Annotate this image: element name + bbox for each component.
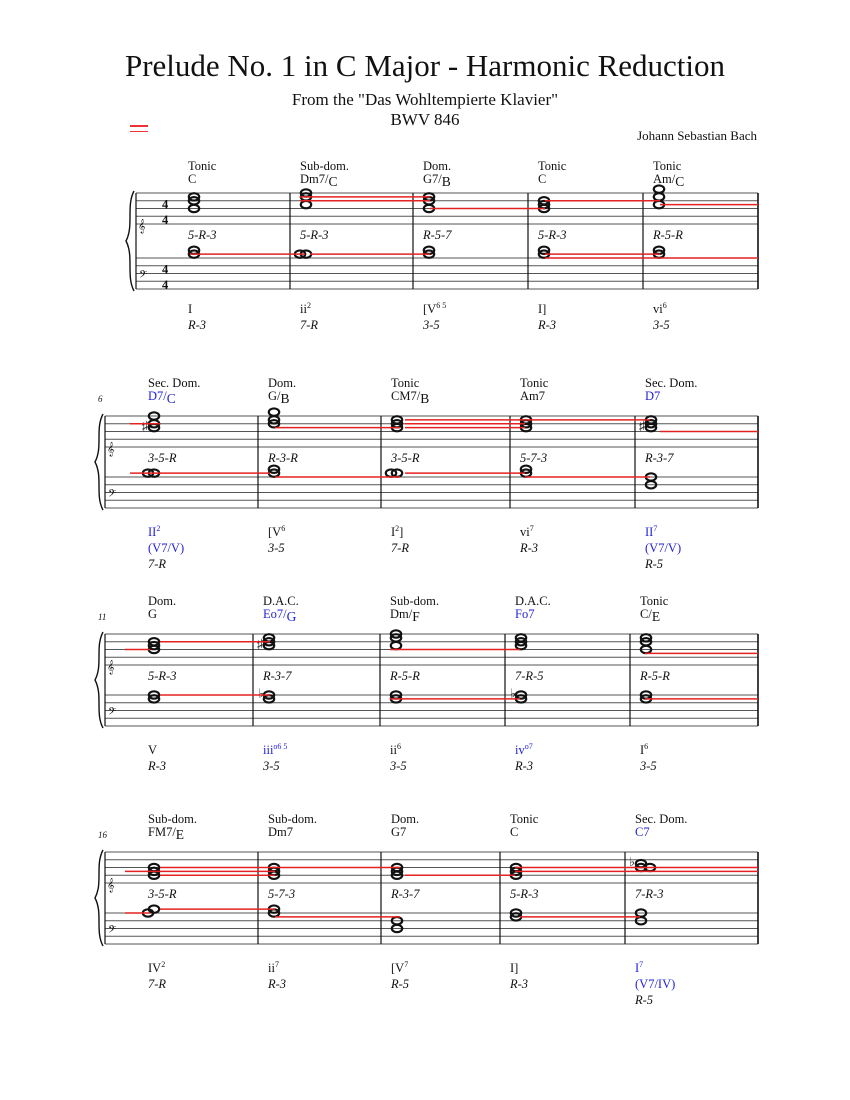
figured-bass: 6 — [662, 301, 667, 310]
accidental-icon: ♭ — [629, 854, 635, 869]
brace-icon — [95, 414, 103, 510]
score-subtitle: From the "Das Wohltempierte Klavier" — [291, 90, 559, 109]
function-label: Tonic — [510, 812, 539, 826]
figured-bass: 6 5 — [436, 301, 447, 310]
system-1 — [126, 159, 758, 332]
voicing-upper: 5-R-3 — [148, 669, 177, 683]
voicing-upper: R-3-7 — [263, 669, 292, 683]
brace-icon — [126, 191, 134, 291]
voicing-lower: R-3 — [510, 977, 529, 991]
accidental-icon: ♭ — [510, 686, 516, 701]
voicing-upper: 7-R-3 — [635, 887, 664, 901]
voicing-upper: R-3-7 — [391, 887, 420, 901]
applied-dominant: (V7/IV) — [635, 977, 676, 991]
chord-symbol: Dm7 — [268, 825, 293, 839]
function-label: Dom. — [391, 812, 420, 826]
function-label: Sec. Dom. — [645, 376, 698, 390]
function-label: Sub-dom. — [300, 159, 349, 173]
composer: Johann Sebastian Bach — [637, 128, 757, 143]
measure — [652, 159, 684, 332]
function-label: Tonic — [538, 159, 567, 173]
measure — [389, 594, 439, 773]
voicing-lower: 7-R — [391, 541, 410, 555]
chord-symbol: G/B — [268, 389, 290, 406]
system-3 — [95, 594, 758, 773]
roman-numeral: I] — [538, 302, 547, 316]
chord-symbol: FM7/E — [148, 825, 185, 842]
measure — [147, 594, 176, 773]
figured-bass: 7 — [653, 524, 658, 533]
measure-number: 16 — [98, 830, 107, 840]
measure — [257, 594, 299, 773]
voicing-upper: R-3-R — [268, 451, 298, 465]
roman-numeral: $vi^7$ — [520, 524, 534, 539]
roman-numeral: $ii^2$ — [300, 301, 311, 316]
chord-symbol: D7/C — [148, 389, 176, 406]
voicing-lower: R-3 — [148, 759, 167, 773]
measure — [267, 376, 298, 555]
notehead — [269, 408, 279, 415]
voicing-upper: R-3-7 — [645, 451, 674, 465]
voicing-lower: 3-5 — [653, 318, 670, 332]
chord-symbol: C — [188, 172, 197, 186]
chord-symbol: Am7 — [520, 389, 545, 403]
roman-numeral: $I^2$] — [391, 524, 404, 539]
voicing-lower: 7-R — [148, 557, 167, 571]
roman-numeral: [$V^{6 5}$ — [423, 301, 447, 316]
chord-bass: G — [286, 609, 297, 624]
bracket: ] — [399, 525, 404, 539]
measure — [386, 376, 429, 555]
measure — [187, 159, 217, 332]
voicing-upper: R-5-R — [390, 669, 420, 683]
measure-number: 11 — [98, 612, 107, 622]
time-signature-numerator: 4 — [162, 262, 169, 277]
notehead — [391, 642, 401, 649]
chord-bass: C — [328, 174, 338, 189]
function-label: D.A.C. — [515, 594, 551, 608]
roman-numeral: I] — [510, 961, 519, 975]
roman-numeral: $II^2$ — [148, 524, 161, 539]
figured-bass: 2 — [156, 524, 161, 533]
treble-clef-icon: 𝄞 — [138, 219, 146, 233]
voicing-lower: R-3 — [515, 759, 534, 773]
chord-bass: B — [420, 391, 430, 406]
roman-numeral: [$V^7$ — [391, 960, 409, 975]
figured-bass: o6 5 — [273, 742, 288, 751]
roman-numeral: $II^7$ — [645, 524, 658, 539]
chord-symbol: C — [510, 825, 519, 839]
function-label: Sec. Dom. — [148, 376, 201, 390]
function-label: Sub-dom. — [148, 812, 197, 826]
chord-symbol: Am/C — [653, 172, 685, 189]
time-signature-denominator: 4 — [162, 213, 169, 227]
figured-bass: 7 — [529, 524, 534, 533]
score-title: Prelude No. 1 in C Major - Harmonic Reduction — [124, 48, 726, 83]
notehead — [654, 185, 664, 192]
function-label: Dom. — [148, 594, 177, 608]
treble-clef-icon: 𝄞 — [107, 442, 115, 456]
function-label: Dom. — [268, 376, 297, 390]
measure — [295, 159, 349, 332]
chord-symbol: Dm/F — [390, 607, 420, 624]
voicing-upper: 5-R-3 — [300, 228, 329, 242]
function-label: Tonic — [391, 376, 420, 390]
voicing-upper: R-5-R — [640, 669, 670, 683]
time-signature-denominator: 4 — [162, 278, 169, 292]
voicing-upper: R-5-7 — [423, 228, 452, 242]
voicing-upper: 5-R-3 — [188, 228, 217, 242]
function-label: Dom. — [423, 159, 452, 173]
accidental-icon: ♯ — [142, 418, 149, 433]
measure — [390, 812, 420, 991]
voicing-upper: 7-R-5 — [515, 669, 544, 683]
measure — [143, 812, 197, 991]
applied-dominant: (V7/V) — [645, 541, 682, 555]
chord-bass: C — [166, 391, 176, 406]
notehead — [654, 193, 664, 200]
function-label: Sub-dom. — [390, 594, 439, 608]
function-label: Sec. Dom. — [635, 812, 688, 826]
treble-clef-icon: 𝄞 — [107, 660, 115, 674]
chord-symbol: C — [538, 172, 547, 186]
figured-bass: 7 — [639, 960, 644, 969]
brace-icon — [95, 850, 103, 946]
figured-bass: 2 — [306, 301, 311, 310]
voicing-upper: 5-7-3 — [520, 451, 548, 465]
chord-symbol: C7 — [635, 825, 650, 839]
function-label: Sub-dom. — [268, 812, 317, 826]
roman-numeral: $IV^2$ — [148, 960, 166, 975]
chord-symbol: Eo7/G — [263, 607, 297, 624]
roman-numeral: [$V^6$ — [268, 524, 286, 539]
roman-numeral: $ii^7$ — [268, 960, 279, 975]
measure — [519, 376, 549, 555]
brace-icon — [95, 632, 103, 728]
figured-bass: 7 — [404, 960, 409, 969]
voicing-lower: 7-R — [300, 318, 319, 332]
measure — [267, 812, 317, 991]
roman-numeral: V — [148, 743, 158, 757]
voicing-upper: 5-7-3 — [268, 887, 296, 901]
roman-numeral: $ii^6$ — [390, 742, 401, 757]
roman-numeral: $vi^6$ — [653, 301, 667, 316]
figured-bass: 6 — [396, 742, 401, 751]
chord-symbol: G7/B — [423, 172, 451, 189]
chord-symbol: G7 — [391, 825, 407, 839]
notehead — [301, 201, 311, 208]
bass-clef-icon: 𝄢 — [108, 487, 117, 502]
function-label: Tonic — [188, 159, 217, 173]
chord-symbol: D7 — [645, 389, 661, 403]
voicing-lower: 7-R — [148, 977, 167, 991]
voicing-upper: 3-5-R — [148, 887, 177, 901]
accidental-icon: ♭ — [258, 686, 264, 701]
chord-bass: E — [651, 609, 661, 624]
treble-clef-icon: 𝄞 — [107, 878, 115, 892]
chord-bass: E — [175, 827, 185, 842]
function-label: Tonic — [653, 159, 682, 173]
measure — [509, 812, 539, 991]
voicing-lower: 3-5 — [640, 759, 657, 773]
voicing-lower: R-3 — [268, 977, 287, 991]
figured-bass: 7 — [274, 960, 279, 969]
measure — [422, 159, 452, 332]
voicing-upper: 3-5-R — [148, 451, 177, 465]
measure — [510, 594, 551, 773]
function-label: Tonic — [520, 376, 549, 390]
accidental-icon: ♯ — [257, 636, 264, 651]
measure — [537, 159, 567, 332]
roman-numeral: $iv^{o7}$ — [515, 742, 533, 757]
chord-symbol: CM7/B — [391, 389, 430, 406]
figured-bass: o7 — [524, 742, 533, 751]
voicing-upper: 5-R-3 — [510, 887, 539, 901]
measure — [639, 376, 697, 571]
chord-symbol: G — [148, 607, 158, 621]
figured-bass: 6 — [644, 742, 649, 751]
figured-bass: 2 — [161, 960, 166, 969]
voicing-lower: 3-5 — [263, 759, 280, 773]
chord-symbol: Fo7 — [515, 607, 535, 621]
roman-numeral: iii$^{o6 5}$ — [263, 742, 288, 757]
measure-number: 6 — [98, 394, 103, 404]
function-label: Tonic — [640, 594, 669, 608]
measure — [639, 594, 670, 773]
opus-number: BWV 846 — [390, 110, 460, 129]
applied-dominant: (V7/V) — [148, 541, 185, 555]
measure — [629, 812, 687, 1007]
voicing-lower: R-5 — [391, 977, 410, 991]
accidental-icon: ♯ — [639, 418, 646, 433]
voicing-lower: 3-5 — [268, 541, 285, 555]
voicing-lower: 3-5 — [390, 759, 407, 773]
figured-bass: 2 — [395, 524, 400, 533]
voicing-upper: 3-5-R — [391, 451, 420, 465]
bass-clef-icon: 𝄢 — [108, 923, 117, 938]
time-signature-numerator: 4 — [162, 197, 169, 212]
voicing-upper: R-5-R — [653, 228, 683, 242]
voicing-lower: R-3 — [520, 541, 539, 555]
bass-clef-icon: 𝄢 — [108, 705, 117, 720]
function-label: D.A.C. — [263, 594, 299, 608]
roman-numeral: $I^6$ — [640, 742, 649, 757]
voicing-lower: R-3 — [538, 318, 557, 332]
chord-symbol: C/E — [640, 607, 661, 624]
chord-bass: B — [280, 391, 290, 406]
roman-numeral: $I^7$ — [635, 960, 644, 975]
voicing-lower: 3-5 — [423, 318, 440, 332]
chord-symbol: Dm7/C — [300, 172, 338, 189]
chord-bass: C — [675, 174, 685, 189]
bass-clef-icon: 𝄢 — [139, 268, 148, 283]
voicing-lower: R-3 — [188, 318, 207, 332]
roman-numeral: I — [188, 302, 193, 316]
figured-bass: 6 — [281, 524, 286, 533]
voicing-lower: R-5 — [635, 993, 654, 1007]
chord-bass: F — [412, 609, 420, 624]
chord-bass: B — [441, 174, 451, 189]
voicing-upper: 5-R-3 — [538, 228, 567, 242]
voicing-lower: R-5 — [645, 557, 664, 571]
